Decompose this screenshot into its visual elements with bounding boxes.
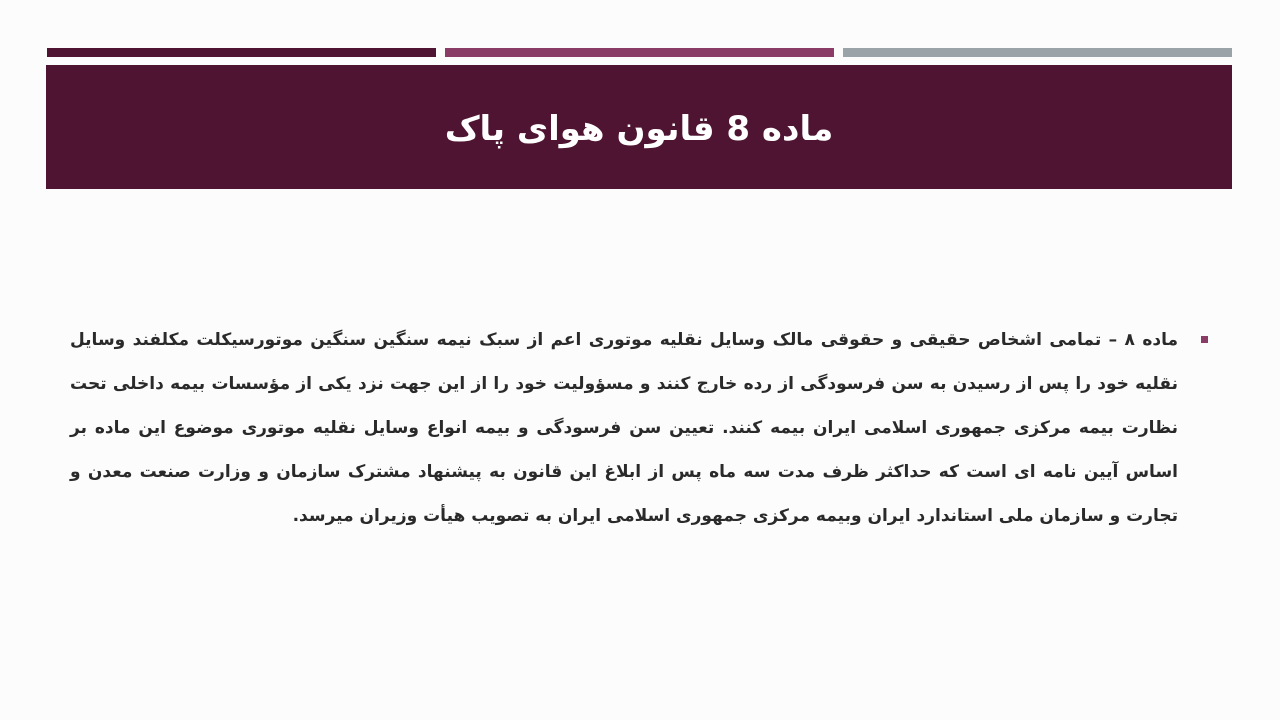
square-bullet-icon [1201,336,1208,343]
title-band [46,65,1232,189]
content-area [70,318,1210,538]
decor-bar-accent [445,48,834,57]
bullet-item [70,318,1210,538]
slide-title: ماده 8 قانون هوای پاک [444,109,834,149]
bullet-text: ماده ۸ – تمامی اشخاص حقیقی و حقوقی مالک وسایل نقلیه موتوری اعم از سبک نیمه سنگین سنگین موتورسیکلت مکلفند وسایل نقلیه خود را پس از رسیدن به سن فرسودگی از رده خارج کنند و مسؤولیت خود را از این جهت نزد یکی از مؤسسات بیمه داخلی تحت نظارت بیمه مرکزی جمهوری اسلامی ایران بیمه کنند. تعیین سن فرسودگی و بیمه انواع وسایل نقلیه موتوری موضوع این ماده بر اساس آیین نامه ای است که حداکثر ظرف مدت سه ماه پس از ابلاغ این قانون به پیشنهاد مشترک سازمان و وزارت صنعت معدن و تجارت و سازمان ملی استاندارد ایران وبیمه مرکزی جمهوری اسلامی ایران به تصویب هیأت وزیران میرسد. [70,330,1178,526]
decor-bar-grey [843,48,1232,57]
decor-bar-dark [47,48,436,57]
